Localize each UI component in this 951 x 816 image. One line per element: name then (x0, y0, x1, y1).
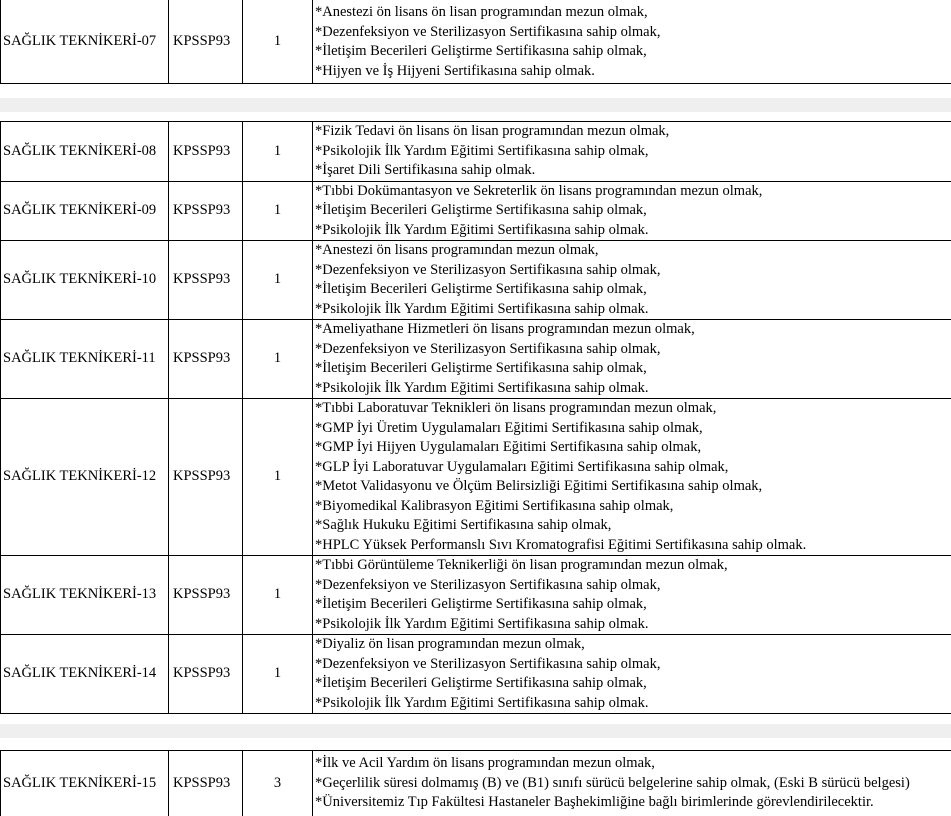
staff-table-group-2 (0, 121, 951, 714)
exam-code-cell: KPSSP93 (169, 0, 243, 84)
requirement-line: *İletişim Becerileri Geliştirme Sertifikasına sahip olmak, (315, 281, 647, 297)
requirement-line: *İlk ve Acil Yardım ön lisans programından mezun olmak, (315, 755, 655, 771)
position-count-cell: 1 (243, 635, 313, 714)
position-count-cell: 3 (243, 751, 313, 816)
position-title-cell: SAĞLIK TEKNİKERİ-13 (1, 556, 169, 635)
table-row (1, 320, 951, 399)
requirements-cell (313, 241, 951, 320)
requirement-line: *İletişim Becerileri Geliştirme Sertifikasına sahip olmak, (315, 43, 647, 59)
position-count-cell: 1 (243, 241, 313, 320)
table-row (1, 122, 951, 182)
table-row (1, 635, 951, 714)
requirement-line: *Psikolojik İlk Yardım Eğitimi Sertifikasına sahip olmak. (315, 379, 649, 396)
staff-table-group-3 (0, 750, 951, 816)
exam-code-cell: KPSSP93 (169, 181, 243, 241)
requirement-line: *Anestezi ön lisans ön lisan programından mezun olmak, (315, 4, 648, 20)
table-row (1, 241, 951, 320)
requirement-line: *GLP İyi Laboratuvar Uygulamaları Eğitimi Sertifikasına sahip olmak, (315, 458, 729, 475)
position-title-cell: SAĞLIK TEKNİKERİ-08 (1, 122, 169, 182)
requirement-line: *Fizik Tedavi ön lisans ön lisan programından mezun olmak, (315, 123, 670, 139)
requirements-cell (313, 122, 951, 182)
position-count-cell: 1 (243, 122, 313, 182)
requirement-line: *İletişim Becerileri Geliştirme Sertifikasına sahip olmak, (315, 360, 647, 376)
position-title-cell: SAĞLIK TEKNİKERİ-07 (1, 0, 169, 84)
exam-code-cell: KPSSP93 (169, 122, 243, 182)
position-count-cell: 1 (243, 399, 313, 556)
table-row (1, 556, 951, 635)
requirement-line: *Üniversitemiz Tıp Fakültesi Hastaneler Başhekimliğine bağlı birimlerinde görevlendirilecektir. (315, 794, 874, 810)
requirements-cell (313, 751, 951, 816)
position-count-cell: 1 (243, 320, 313, 399)
requirement-line: *GMP İyi Hijyen Uygulamaları Eğitimi Sertifikasına sahip olmak, (315, 439, 702, 455)
requirement-line: *Psikolojik İlk Yardım Eğitimi Sertifikasına sahip olmak, (315, 142, 649, 159)
position-count-cell: 1 (243, 181, 313, 241)
staff-table-group-1 (0, 0, 951, 84)
requirement-line: *İletişim Becerileri Geliştirme Sertifikasına sahip olmak, (315, 596, 647, 612)
exam-code-cell: KPSSP93 (169, 320, 243, 399)
requirement-line: *Biyomedikal Kalibrasyon Eğitimi Sertifikasına sahip olmak, (315, 497, 674, 514)
group-separator (0, 98, 951, 112)
requirements-cell (313, 0, 951, 84)
position-title-cell: SAĞLIK TEKNİKERİ-10 (1, 241, 169, 320)
requirement-line: *Psikolojik İlk Yardım Eğitimi Sertifikasına sahip olmak. (315, 694, 649, 711)
requirement-line: *Geçerlilik süresi dolmamış (B) ve (B1) sınıfı sürücü belgelerine sahip olmak, (Eski B sürücü belgesi) (315, 774, 910, 791)
position-title-cell: SAĞLIK TEKNİKERİ-12 (1, 399, 169, 556)
requirements-cell (313, 635, 951, 714)
requirement-line: *Tıbbi Laboratuvar Teknikleri ön lisans programından mezun olmak, (315, 400, 717, 416)
requirements-cell (313, 556, 951, 635)
table-row (1, 751, 951, 816)
table-row (1, 0, 951, 84)
requirement-line: *Diyaliz ön lisan programından mezun olmak, (315, 636, 585, 652)
requirement-line: *Hijyen ve İş Hijyeni Sertifikasına sahip olmak. (315, 62, 595, 79)
requirement-line: *Dezenfeksiyon ve Sterilizasyon Sertifikasına sahip olmak, (315, 261, 661, 278)
requirements-cell (313, 320, 951, 399)
requirement-line: *Tıbbi Dokümantasyon ve Sekreterlik ön lisans programından mezun olmak, (315, 182, 763, 199)
exam-code-cell: KPSSP93 (169, 751, 243, 816)
table-row (1, 181, 951, 241)
requirement-line: *Psikolojik İlk Yardım Eğitimi Sertifikasına sahip olmak. (315, 300, 649, 317)
position-title-cell: SAĞLIK TEKNİKERİ-14 (1, 635, 169, 714)
requirement-line: *Dezenfeksiyon ve Sterilizasyon Sertifikasına sahip olmak, (315, 340, 661, 357)
requirement-line: *Sağlık Hukuku Eğitimi Sertifikasına sahip olmak, (315, 517, 612, 533)
requirement-line: *Psikolojik İlk Yardım Eğitimi Sertifikasına sahip olmak. (315, 615, 649, 632)
position-title-cell: SAĞLIK TEKNİKERİ-11 (1, 320, 169, 399)
requirement-line: *Dezenfeksiyon ve Sterilizasyon Sertifikasına sahip olmak, (315, 576, 661, 593)
requirement-line: *Psikolojik İlk Yardım Eğitimi Sertifikasına sahip olmak. (315, 221, 649, 238)
staff-table (0, 750, 951, 816)
requirement-line: *Ameliyathane Hizmetleri ön lisans programından mezun olmak, (315, 321, 695, 337)
exam-code-cell: KPSSP93 (169, 635, 243, 714)
requirement-line: *Metot Validasyonu ve Ölçüm Belirsizliği Eğitimi Sertifikasına sahip olmak, (315, 478, 763, 494)
requirement-line: *Dezenfeksiyon ve Sterilizasyon Sertifikasına sahip olmak, (315, 23, 661, 40)
position-count-cell: 1 (243, 0, 313, 84)
position-title-cell: SAĞLIK TEKNİKERİ-09 (1, 181, 169, 241)
requirements-cell (313, 399, 951, 556)
group-separator (0, 724, 951, 738)
requirement-line: *İşaret Dili Sertifikasına sahip olmak. (315, 162, 536, 178)
position-count-cell: 1 (243, 556, 313, 635)
requirement-line: *İletişim Becerileri Geliştirme Sertifikasına sahip olmak, (315, 675, 647, 691)
requirement-line: *Anestezi ön lisans programından mezun olmak, (315, 242, 599, 258)
exam-code-cell: KPSSP93 (169, 556, 243, 635)
requirement-line: *GMP İyi Üretim Uygulamaları Eğitimi Sertifikasına sahip olmak, (315, 419, 703, 436)
requirement-line: *Tıbbi Görüntüleme Teknikerliği ön lisan programından mezun olmak, (315, 557, 728, 573)
requirements-cell (313, 181, 951, 241)
exam-code-cell: KPSSP93 (169, 241, 243, 320)
staff-table (0, 0, 951, 84)
requirement-line: *HPLC Yüksek Performanslı Sıvı Kromatografisi Eğitimi Sertifikasına sahip olmak. (315, 536, 807, 553)
staff-table (0, 121, 951, 714)
table-row (1, 399, 951, 556)
exam-code-cell: KPSSP93 (169, 399, 243, 556)
position-title-cell: SAĞLIK TEKNİKERİ-15 (1, 751, 169, 816)
requirement-line: *İletişim Becerileri Geliştirme Sertifikasına sahip olmak, (315, 202, 647, 218)
requirement-line: *Dezenfeksiyon ve Sterilizasyon Sertifikasına sahip olmak, (315, 655, 661, 672)
